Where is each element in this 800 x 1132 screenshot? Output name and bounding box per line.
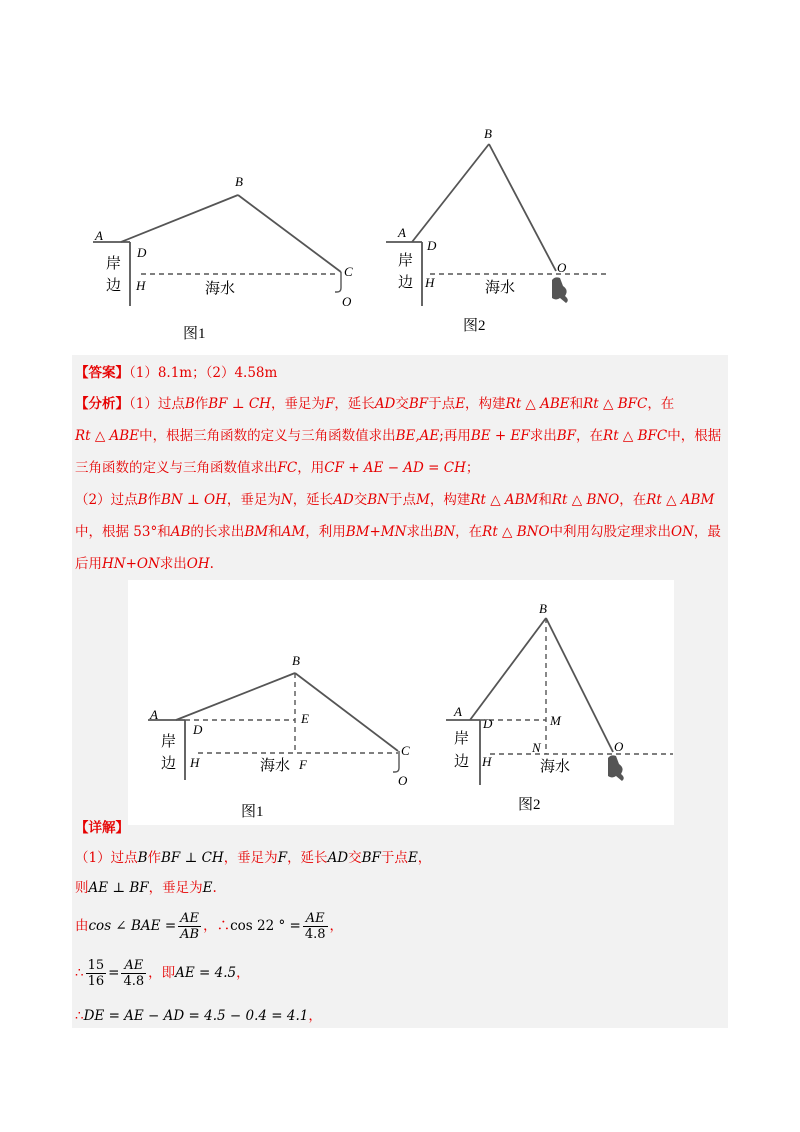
text: B (184, 396, 195, 412)
analysis-line-2 (75, 427, 721, 445)
text: 中，根据 (667, 428, 722, 444)
analysis-figures (128, 580, 674, 825)
analysis-line-4 (75, 491, 714, 509)
mid-fig1-sea: 海水 (260, 758, 291, 774)
numerator: AE (178, 911, 201, 927)
text: BF (556, 428, 577, 444)
text: Rt △ BFC (603, 428, 668, 444)
fig2-caption: 图2 (463, 318, 486, 334)
text: CF + AE − AD = CH (324, 460, 466, 476)
fig2-sea: 海水 (485, 280, 516, 296)
text: ； (465, 460, 480, 476)
denominator: 4.8 (123, 974, 145, 989)
text: （1）过点 (75, 850, 138, 866)
text: ， (308, 1008, 322, 1024)
mid-fig2-label-D: D (483, 716, 493, 731)
text: ，垂足为 (226, 492, 281, 508)
fig1-label-H: H (136, 278, 146, 293)
text: ， (417, 850, 432, 866)
text: E (202, 880, 213, 896)
mid-fig1-label-D: D (193, 722, 203, 737)
text: 则 (75, 880, 89, 896)
text: 交 (395, 396, 409, 412)
numerator: AE (303, 911, 328, 927)
text: Rt △ BNO (551, 492, 620, 508)
analysis-line-1 (75, 395, 674, 413)
text: 交 (348, 850, 362, 866)
text: FC (277, 460, 298, 476)
text: F (277, 850, 288, 866)
text: cos ∠ BAE = (88, 918, 177, 934)
fraction-15-16 (86, 958, 107, 989)
text: 和 (538, 492, 552, 508)
text: HN+ON (102, 556, 160, 572)
denominator: 16 (87, 974, 105, 989)
fraction-ae-48-b (121, 958, 146, 989)
text: 作 (194, 396, 209, 412)
detail-line-5 (75, 1007, 322, 1025)
detail-line-4 (75, 954, 250, 992)
mid-fig1-label-C: C (401, 743, 410, 758)
fig1-label-A: A (95, 228, 103, 243)
text: AD (374, 396, 396, 412)
text: 于点 (428, 396, 456, 412)
diver-icon (552, 277, 568, 303)
fig1-label-O: O (342, 294, 352, 309)
mid-fig2-sea: 海水 (540, 759, 571, 775)
detail-line-3 (75, 907, 343, 945)
text: 中，根据 53°和 (75, 524, 171, 540)
text: ，在 (647, 396, 675, 412)
fig1-label-C: C (344, 264, 353, 279)
mid-fig2-label-A: A (454, 704, 462, 719)
text: ，在 (576, 428, 604, 444)
text: N (280, 492, 293, 508)
text: 求出 (159, 556, 187, 572)
text: AE ⊥ BF (88, 880, 149, 896)
text: BM+MN (345, 524, 407, 540)
text: . (212, 880, 217, 896)
text: ， (329, 918, 344, 934)
text: AM (281, 524, 306, 540)
text: （2）过点 (75, 492, 138, 508)
text: ，延长 (334, 396, 375, 412)
text: Rt △ ABM (646, 492, 715, 508)
answer-label: 【答案】 (75, 365, 129, 381)
text: BE + EF (470, 428, 530, 444)
mid-fig1-label-E: E (301, 711, 309, 726)
text: Rt △ BFC (583, 396, 648, 412)
therefore-symbol: ∴ (216, 918, 231, 934)
mid-fig2-label-H: H (482, 754, 492, 769)
text: AB (170, 524, 191, 540)
fig1-caption: 图1 (183, 326, 206, 342)
fig2-label-B: B (484, 126, 492, 141)
text: ，在 (455, 524, 483, 540)
fig2-shore-1: 岸 (398, 253, 414, 269)
text: ，在 (619, 492, 647, 508)
text: OH (186, 556, 210, 572)
mid-fig2-shore-1: 岸 (454, 731, 470, 747)
text: 中利用勾股定理求出 (549, 524, 672, 540)
text: 中，根据三角函数的定义与三角函数值求出 (139, 428, 396, 444)
fig2-label-D: D (427, 238, 437, 253)
detail-line-1 (75, 849, 431, 867)
text: ，最 (693, 524, 721, 540)
mid-fig1-label-F: F (299, 757, 307, 772)
text: ，垂足为 (148, 880, 203, 896)
analysis-line-6 (75, 555, 214, 573)
fig1-shore-2: 边 (106, 278, 122, 294)
mid-fig2-caption: 图2 (518, 797, 541, 813)
text: F (324, 396, 335, 412)
numerator: AE (121, 958, 146, 974)
numerator: 15 (87, 958, 105, 973)
text: BF ⊥ CH (161, 850, 224, 866)
mid-fig2-label-O: O (614, 739, 624, 754)
text: （1）过点 (129, 396, 185, 412)
answer-text: （1）8.1m；（2）4.58m (129, 365, 278, 381)
fig2-label-A: A (398, 225, 406, 240)
text: ，即 (148, 965, 176, 981)
mid-fig1-shore-1: 岸 (161, 734, 177, 750)
text: ，延长 (292, 492, 334, 508)
text: DE = AE − AD = 4.5 − 0.4 = 4.1 (83, 1008, 309, 1024)
mid-fig2-shore-2: 边 (454, 754, 470, 770)
detail-line-2 (75, 879, 217, 897)
mid-fig1-label-O: O (398, 773, 408, 788)
text: ，利用 (305, 524, 346, 540)
text: AE = 4.5 (175, 965, 237, 981)
fig1-shore-1: 岸 (106, 256, 122, 272)
text: ，垂足为 (223, 850, 278, 866)
text: B (137, 850, 148, 866)
text: 后用 (75, 556, 102, 572)
text: 和 (268, 524, 282, 540)
text: ， (203, 918, 217, 934)
analysis-label: 【分析】 (75, 396, 129, 412)
text: BN ⊥ OH (161, 492, 227, 508)
top-figures (0, 120, 800, 345)
text: = (108, 965, 120, 981)
fraction-ae-ab (178, 911, 201, 942)
text: Rt △ ABM (470, 492, 539, 508)
text: 作 (147, 850, 162, 866)
fig2-shore-2: 边 (398, 275, 414, 291)
text: Rt △ BNO (482, 524, 550, 540)
text: BN (367, 492, 389, 508)
analysis-line-5 (75, 523, 721, 541)
text: E (455, 396, 466, 412)
text: ，构建 (429, 492, 471, 508)
text: 于点 (380, 850, 408, 866)
text: 三角函数的定义与三角函数值求出 (75, 460, 278, 476)
fig2-label-O: O (557, 260, 567, 275)
text: ，用 (297, 460, 325, 476)
denominator: 4.8 (304, 927, 326, 942)
text: 求出 (529, 428, 557, 444)
mid-fig1-label-A: A (150, 707, 158, 722)
answer-line (75, 364, 277, 382)
text: ，延长 (287, 850, 328, 866)
mid-fig1-shore-2: 边 (161, 756, 177, 772)
text: 交 (353, 492, 368, 508)
text: 的长求出 (190, 524, 245, 540)
text: 由 (75, 918, 89, 934)
text: Rt △ ABE (505, 396, 570, 412)
mid-fig2-label-M: M (550, 713, 561, 728)
text: ，垂足为 (270, 396, 325, 412)
text: B (137, 492, 148, 508)
text: 于点 (389, 492, 416, 508)
analysis-line-3 (75, 459, 479, 477)
text: BM (244, 524, 269, 540)
fig2-label-H: H (425, 275, 435, 290)
text: Rt △ ABE (75, 428, 140, 444)
text: BF (361, 850, 381, 866)
text: ON (671, 524, 694, 540)
text: BN (433, 524, 456, 540)
fraction-ae-48 (303, 911, 328, 942)
mid-fig1-caption: 图1 (241, 804, 264, 820)
denominator: AB (180, 927, 200, 942)
text: AD (333, 492, 354, 508)
text: 和 (569, 396, 584, 412)
text: BF (408, 396, 429, 412)
text: M (416, 492, 430, 508)
text: E (407, 850, 418, 866)
fig1-label-D: D (137, 245, 147, 260)
therefore-symbol: ∴ (75, 1008, 84, 1024)
text: ， (236, 965, 250, 981)
text: 求出 (406, 524, 434, 540)
detail-label: 【详解】 (75, 820, 129, 836)
text: BE,AE (395, 428, 440, 444)
mid-fig2-label-B: B (539, 601, 547, 616)
text: cos 22 ° = (230, 918, 301, 934)
mid-fig1-label-H: H (190, 755, 200, 770)
text: 作 (147, 492, 162, 508)
text: . (209, 556, 214, 572)
text: ;再用 (439, 428, 471, 444)
fig1-label-B: B (235, 174, 243, 189)
mid-fig1-label-B: B (292, 653, 300, 668)
text: BF ⊥ CH (208, 396, 271, 412)
fig1-sea: 海水 (205, 281, 236, 297)
text: ，构建 (465, 396, 506, 412)
text: AD (327, 850, 349, 866)
mid-fig2-label-N: N (532, 740, 541, 755)
therefore-symbol: ∴ (75, 965, 84, 981)
